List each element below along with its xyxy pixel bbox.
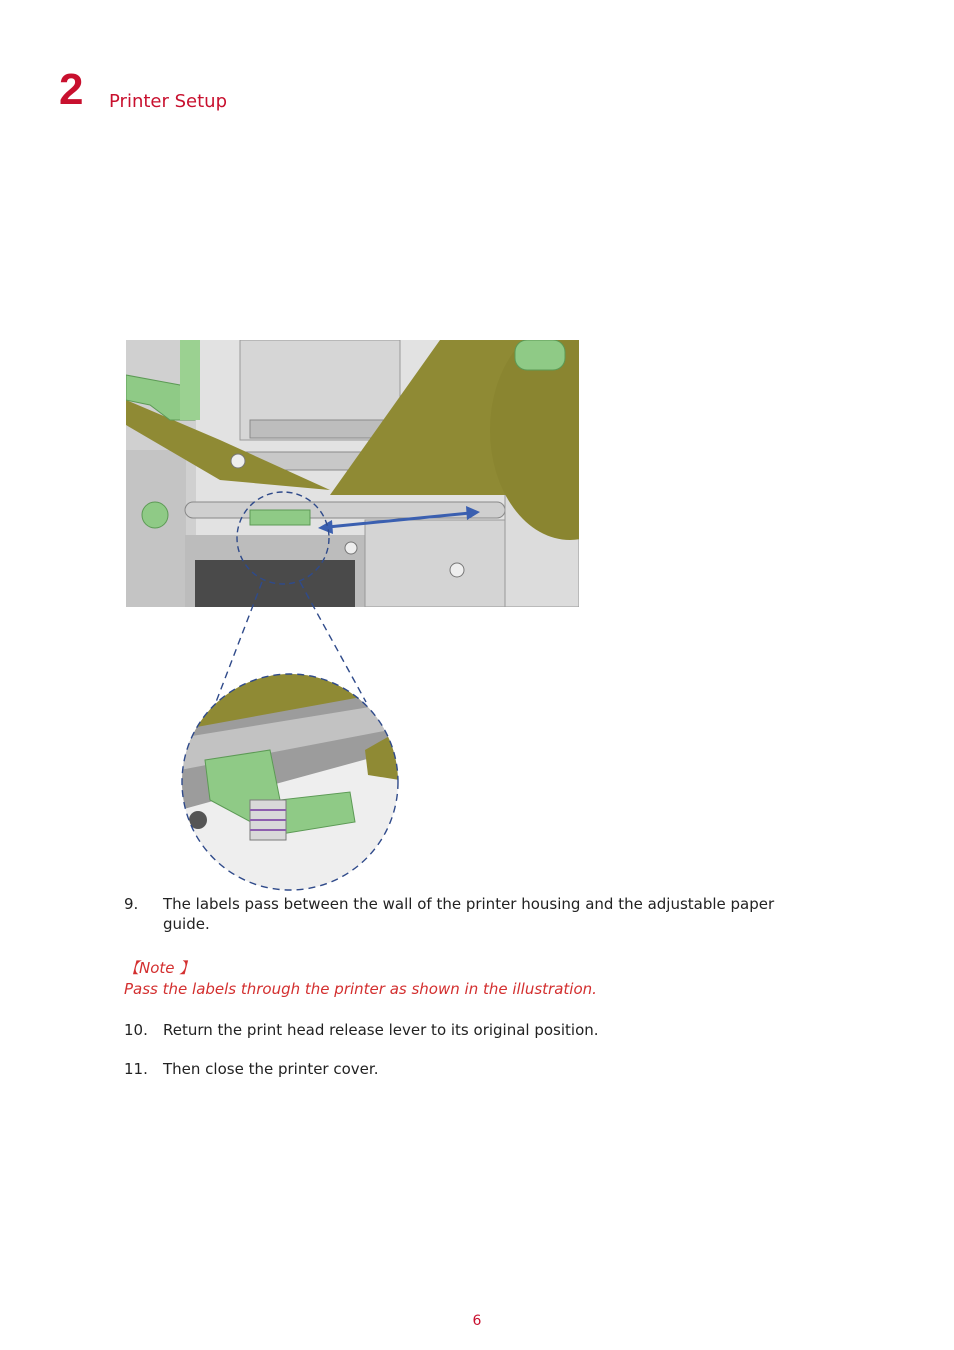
- printer-paper-guide-illustration: [100, 330, 600, 900]
- note-text: Pass the labels through the printer as shown in the illustration.: [124, 980, 597, 998]
- step-10-text: Return the print head release lever to its original position.: [163, 1021, 599, 1039]
- chapter-title: Printer Setup: [109, 91, 227, 112]
- step-9-text: The labels pass between the wall of the printer housing and the adjustable paper guide.: [163, 895, 775, 933]
- step-9-number: 9.: [124, 895, 139, 913]
- step-10-number: 10.: [124, 1021, 148, 1039]
- step-11-text: Then close the printer cover.: [163, 1060, 379, 1078]
- note-label: 【Note 】: [124, 959, 195, 977]
- chapter-number: 2: [59, 65, 84, 114]
- printer-interior-image: [126, 330, 600, 607]
- page-number: 6: [472, 1313, 482, 1329]
- step-11-number: 11.: [124, 1060, 148, 1078]
- paper-guide-zoom-detail: [180, 670, 400, 900]
